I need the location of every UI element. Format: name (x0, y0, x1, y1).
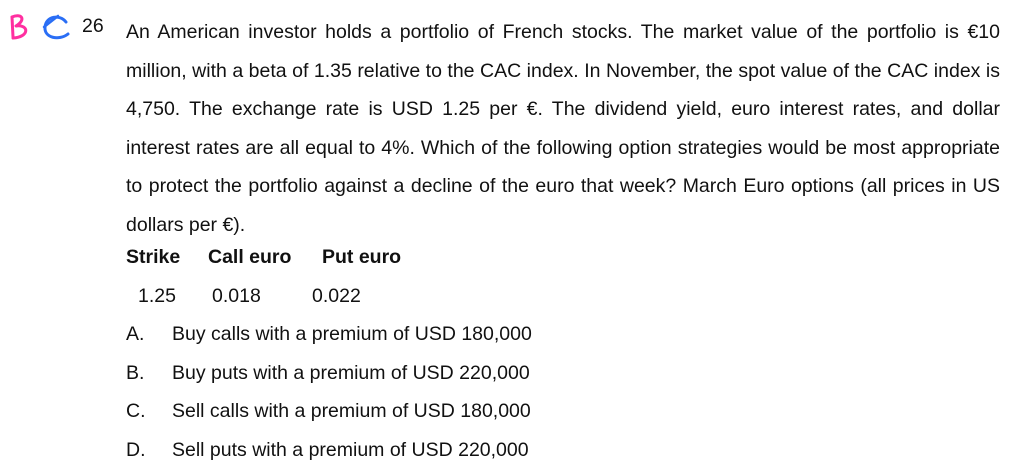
answer-option-b[interactable] (126, 359, 826, 398)
cell-strike: 1.25 (138, 285, 176, 307)
option-letter: A. (126, 323, 145, 345)
question-number: 26 (82, 15, 104, 37)
option-letter: C. (126, 400, 146, 422)
question-stem: An American investor holds a portfolio of French stocks. The market value of the portfolio is €10 million, with a beta of 1.35 relative to the CAC index. In November, the spot value of the CAC index is 4,750. The exchange rate is USD 1.25 per €. The dividend yield, euro interest rates, and dollar interest rates are all equal to 4%. Which of the following option strategies would be most appropriate to protect the portfolio against a decline of the euro that week? March Euro options (all prices in US dollars per €). (126, 21, 1000, 236)
option-letter: B. (126, 361, 145, 384)
option-text: Sell puts with a premium of USD 220,000 (172, 438, 529, 461)
answer-option-c[interactable] (126, 397, 826, 436)
option-text: Buy puts with a premium of USD 220,000 (172, 361, 530, 384)
option-letter: D. (126, 438, 146, 461)
header-put-euro: Put euro (322, 246, 402, 268)
answer-option-a[interactable] (126, 320, 826, 359)
option-text: Sell calls with a premium of USD 180,000 (172, 400, 531, 422)
cell-call-price: 0.018 (212, 285, 261, 307)
cell-put-price: 0.022 (312, 285, 361, 307)
handwritten-annotation (6, 10, 84, 44)
option-text: Buy calls with a premium of USD 180,000 (172, 323, 532, 345)
header-strike: Strike (126, 246, 181, 268)
answer-option-d[interactable] (126, 436, 826, 475)
answer-options (126, 320, 826, 474)
handwritten-letter-c (45, 17, 68, 38)
header-call-euro: Call euro (208, 246, 292, 268)
handwritten-letter-b (12, 16, 26, 38)
